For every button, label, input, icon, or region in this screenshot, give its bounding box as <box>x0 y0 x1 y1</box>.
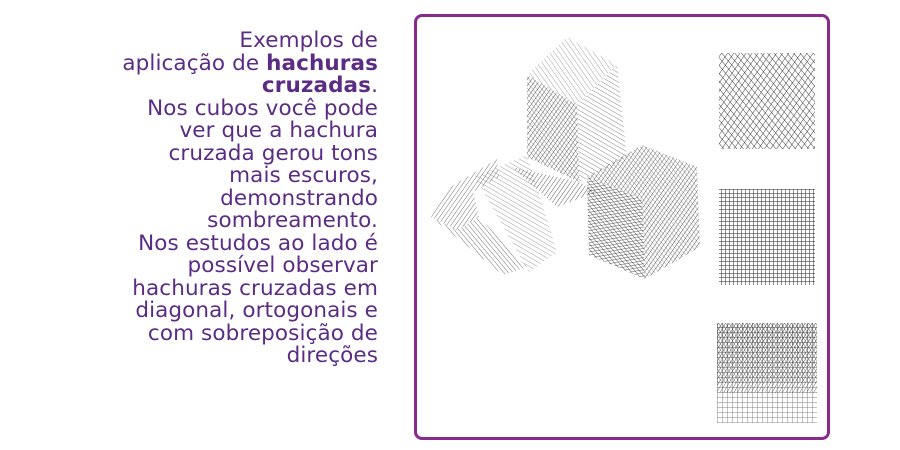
swatch-fade <box>717 323 817 423</box>
caption-line: possível observar <box>187 253 378 278</box>
caption-text-segment: . <box>371 73 378 98</box>
caption-line: Exemplos de <box>239 28 378 53</box>
hatching-studies <box>717 53 817 423</box>
caption-line: Nos cubos você pode <box>147 95 378 121</box>
illustration-frame <box>414 14 830 440</box>
caption-line: sombreamento. <box>207 208 378 233</box>
caption-line <box>40 50 378 76</box>
caption-line: ver que a hachura <box>179 118 378 143</box>
caption-line: com sobreposição de <box>147 320 378 346</box>
caption-line: diagonal, ortogonais e <box>135 298 378 323</box>
caption-text-segment: aplicação de <box>122 50 267 76</box>
diagonal-crosshatch-swatch <box>719 53 815 149</box>
caption-bold-term: cruzadas <box>261 73 372 98</box>
orthogonal-crosshatch-swatch <box>719 189 815 285</box>
caption-line <box>40 75 378 98</box>
caption-line: Nos estudos ao lado é <box>138 230 378 256</box>
caption-line: demonstrando <box>220 185 378 211</box>
caption-bold-term: hachuras <box>266 50 378 76</box>
hatching-illustration <box>417 17 827 437</box>
caption-line: hachuras cruzadas em <box>132 275 378 301</box>
caption-text <box>40 30 378 368</box>
caption-line: mais escuros, <box>229 163 378 188</box>
hatched-cubes <box>431 37 700 279</box>
caption-line: direções <box>286 343 378 368</box>
caption-line: cruzada gerou tons <box>168 140 378 166</box>
